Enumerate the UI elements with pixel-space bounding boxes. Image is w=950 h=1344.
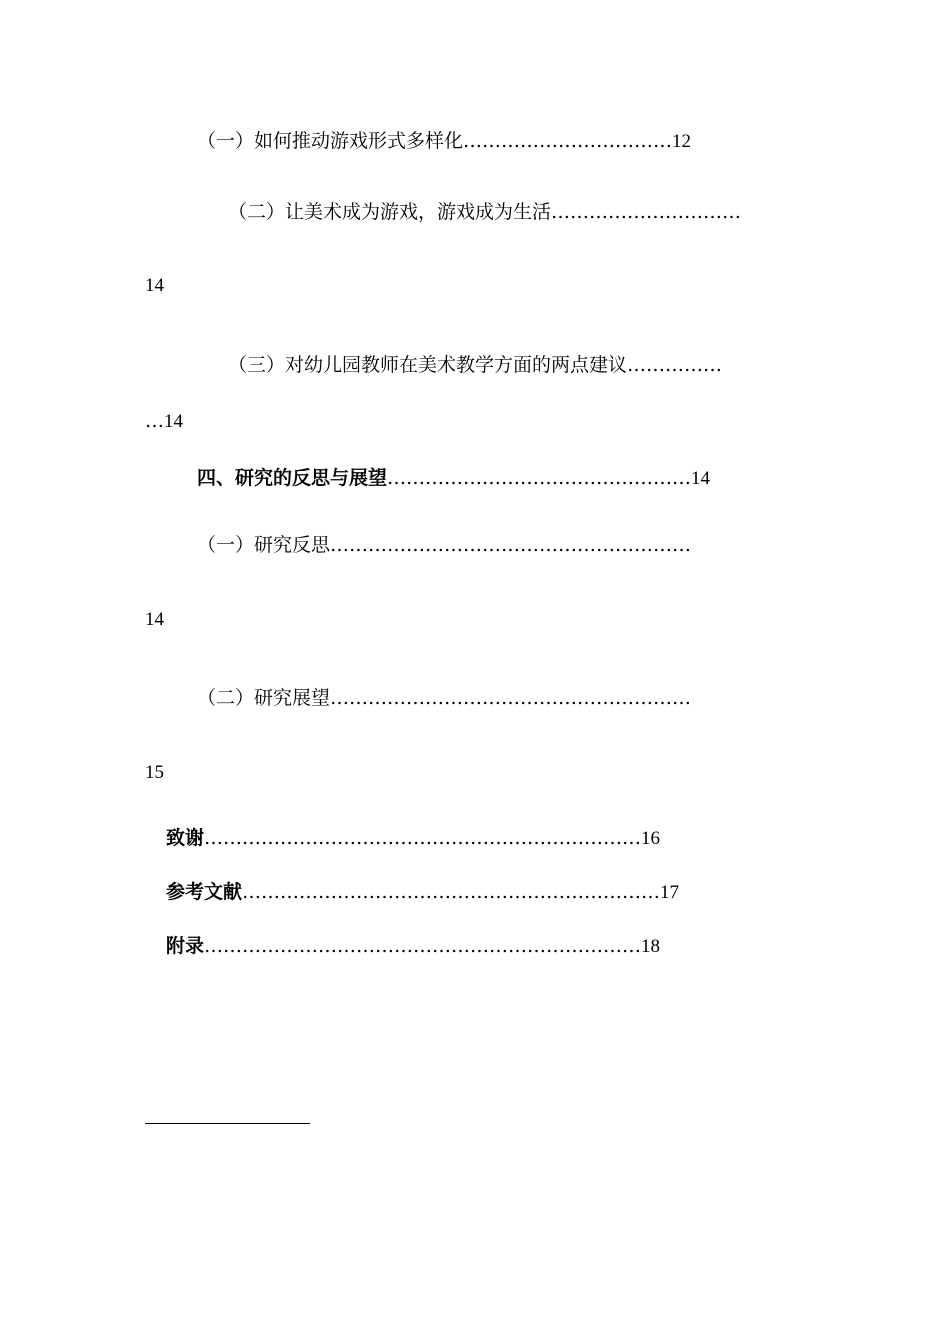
toc-leader-dots: ………………………… [551, 201, 742, 223]
toc-entry-title: （二）研究展望 [197, 687, 331, 709]
toc-entry-references[interactable] [166, 879, 679, 906]
toc-leader-dots: …………… [627, 354, 723, 376]
toc-page-number: 17 [660, 882, 680, 903]
toc-entry-continuation [145, 408, 183, 435]
toc-entry-teacher-suggestions[interactable] [228, 352, 722, 378]
toc-entry-title: （二）让美术成为游戏，游戏成为生活 [228, 201, 552, 223]
toc-page-number: 14 [691, 468, 711, 489]
toc-entry-appendix[interactable] [166, 933, 660, 960]
toc-leader-dots: ………………………………………… [387, 467, 692, 489]
toc-entry-title: 附录 [166, 935, 205, 957]
toc-page-number: 14 [164, 411, 183, 432]
toc-entry-title: 四、研究的反思与展望 [197, 467, 388, 489]
toc-entry-research-reflection[interactable] [197, 532, 691, 558]
toc-leader-dots: … [145, 410, 164, 432]
toc-leader-dots: …………………………… [463, 130, 673, 152]
toc-entry-promote-game-diversity[interactable] [197, 128, 691, 155]
toc-entry-research-outlook[interactable] [197, 685, 691, 711]
toc-page-number: 12 [672, 131, 692, 152]
toc-leader-dots: …………………………………………………………… [204, 935, 642, 957]
footnote-separator [145, 1123, 310, 1124]
toc-entry-title: 参考文献 [166, 881, 243, 903]
toc-leader-dots: …………………………………………………………… [204, 827, 642, 849]
toc-entry-title: （三）对幼儿园教师在美术教学方面的两点建议 [228, 354, 628, 376]
toc-leader-dots: ………………………………………………… [330, 534, 692, 556]
toc-page-number-wrapped: 15 [145, 762, 164, 783]
toc-leader-dots: ………………………………………………… [330, 687, 692, 709]
toc-page-number-wrapped: 14 [145, 275, 164, 296]
toc-entry-art-as-game[interactable] [228, 199, 741, 225]
toc-entry-acknowledgements[interactable] [166, 825, 660, 852]
toc-entry-title: 致谢 [166, 827, 205, 849]
toc-entry-title: （一）如何推动游戏形式多样化 [197, 130, 464, 152]
toc-page-number: 18 [641, 936, 661, 957]
toc-page-number-wrapped: 14 [145, 609, 164, 630]
toc-leader-dots: ………………………………………………………… [242, 881, 661, 903]
toc-entry-reflection-outlook[interactable] [197, 465, 710, 492]
toc-page-number: 16 [641, 828, 661, 849]
toc-entry-title: （一）研究反思 [197, 534, 331, 556]
